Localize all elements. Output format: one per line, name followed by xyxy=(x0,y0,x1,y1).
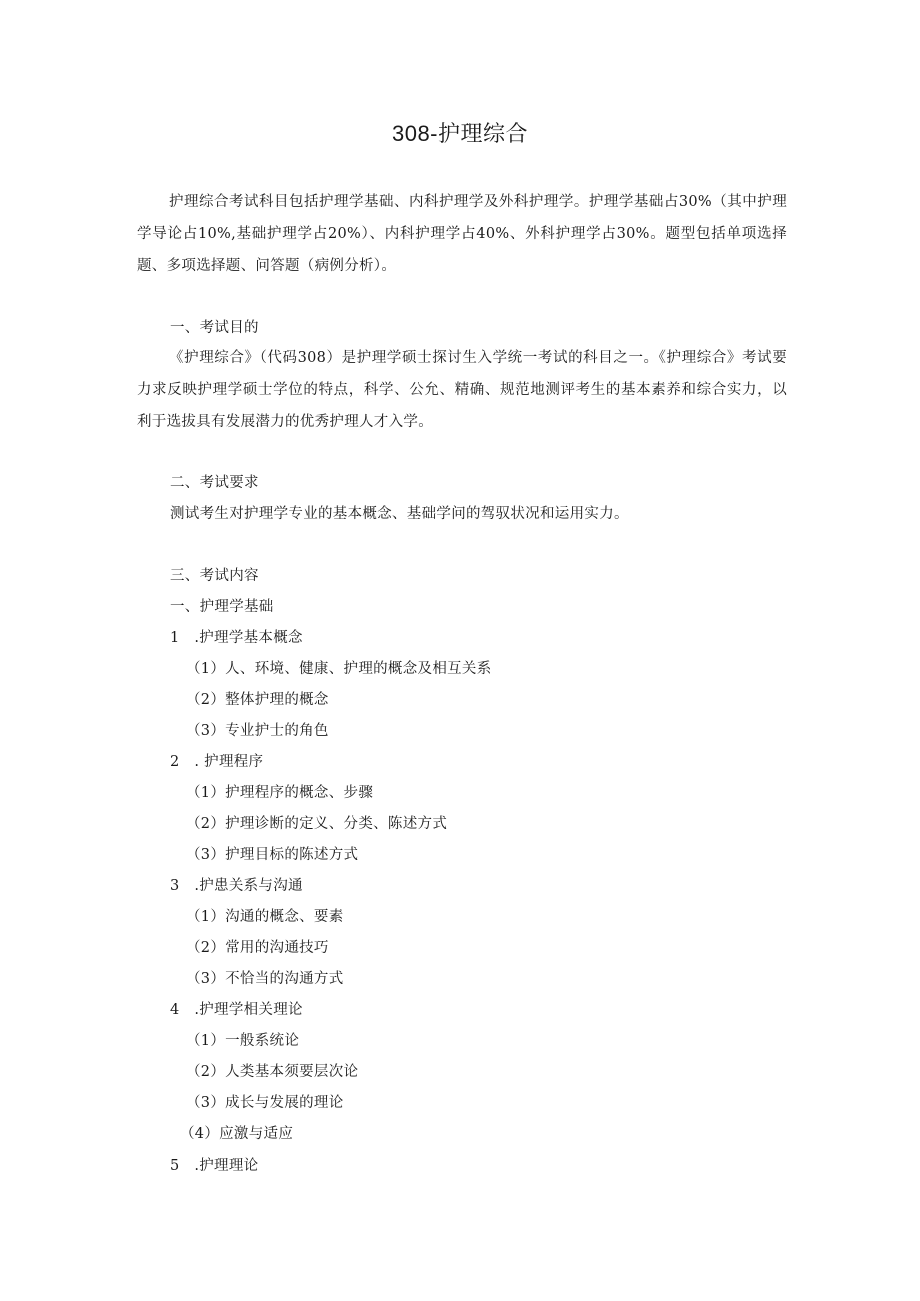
item-heading: 2 . 护理程序 xyxy=(170,754,264,770)
sub-item: （2）整体护理的概念 xyxy=(186,692,329,708)
section-heading-purpose: 一、考试目的 xyxy=(170,320,259,336)
section-heading-content: 三、考试内容 xyxy=(170,568,259,584)
sub-item: （1）护理程序的概念、步骤 xyxy=(186,785,374,801)
sub-item: （1）人、环境、健康、护理的概念及相互关系 xyxy=(186,661,492,677)
item-heading: 4 .护理学相关理论 xyxy=(170,1002,303,1018)
item-heading: 5 .护理理论 xyxy=(170,1158,259,1174)
intro-paragraph: 护理综合考试科目包括护理学基础、内科护理学及外科护理学。护理学基础占30%（其中护理学导论占10%,基础护理学占20%）、内科护理学占40%、外科护理学占30%。题型包括单项选择题、多项选择题、问答题（病例分析）。 xyxy=(137,194,787,274)
sub-item: （1）沟通的概念、要素 xyxy=(186,909,344,925)
requirements-paragraph: 测试考生对护理学专业的基本概念、基础学问的驾驭状况和运用实力。 xyxy=(170,506,629,522)
sub-item: （3）专业护士的角色 xyxy=(186,723,329,739)
section-heading-requirements: 二、考试要求 xyxy=(170,475,259,491)
part-heading-nursing-basics: 一、护理学基础 xyxy=(170,599,274,615)
sub-item: （3）护理目标的陈述方式 xyxy=(186,847,359,863)
sub-item: （4）应激与适应 xyxy=(180,1126,294,1142)
sub-item: （1）一般系统论 xyxy=(186,1033,300,1049)
item-heading: 3 .护患关系与沟通 xyxy=(170,878,303,894)
purpose-paragraph: 《护理综合》（代码308）是护理学硕士探讨生入学统一考试的科目之一。《护理综合》考试要力求反映护理学硕士学位的特点，科学、公允、精确、规范地测评考生的基本素养和综合实力，以利于选拔具有发展潜力的优秀护理人才入学。 xyxy=(137,350,787,430)
item-heading: 1 .护理学基本概念 xyxy=(170,630,303,646)
sub-item: （2）护理诊断的定义、分类、陈述方式 xyxy=(186,816,448,832)
sub-item: （2）人类基本须要层次论 xyxy=(186,1064,359,1080)
sub-item: （2）常用的沟通技巧 xyxy=(186,940,329,956)
document-title: 308-护理综合 xyxy=(391,121,529,146)
sub-item: （3）成长与发展的理论 xyxy=(186,1095,344,1111)
sub-item: （3）不恰当的沟通方式 xyxy=(186,971,344,987)
